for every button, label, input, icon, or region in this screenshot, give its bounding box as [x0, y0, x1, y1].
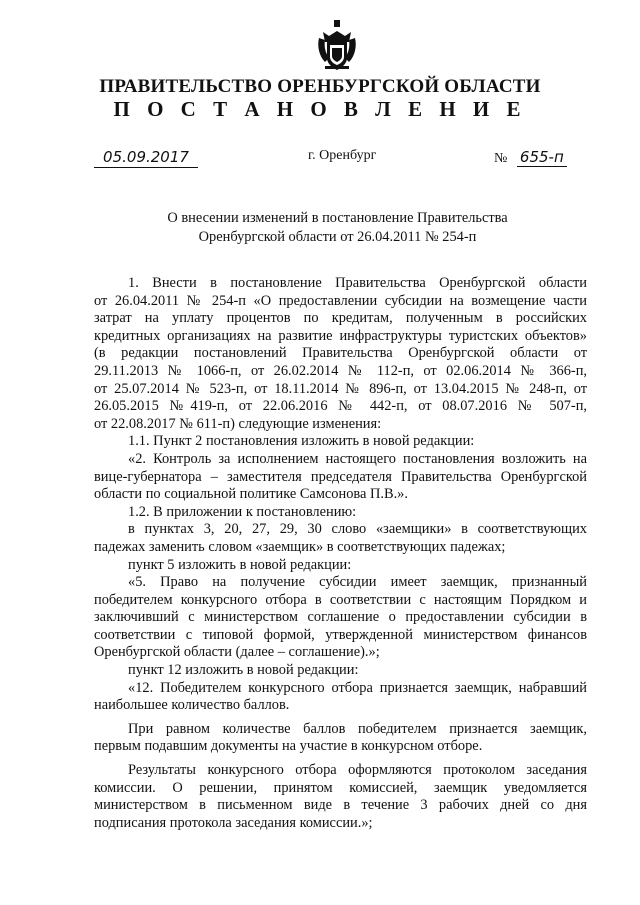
body-line: 26.05.2015 №419-п, от 22.06.2016 № 442-п, от 08.07.2016 № 507-п,: [94, 398, 587, 415]
body-line: от 22.08.2017 № 611-п) следующие изменения:: [94, 415, 382, 432]
body-line: Результаты конкурсного отбора оформляются протоколом заседания: [128, 762, 587, 779]
body-line: пункт 12 изложить в новой редакции:: [128, 662, 359, 679]
body-line: соответствии с типовой формой, утвержденной министерством финансов: [94, 626, 587, 643]
body-line: 29.11.2013 № 1066-п, от 26.02.2014 № 112-п, от 02.06.2014 № 366-п,: [94, 362, 587, 379]
body-line: пункт 5 изложить в новой редакции:: [128, 556, 352, 573]
body-line: 1.1. Пункт 2 постановления изложить в новой редакции:: [128, 433, 475, 450]
body-line: от 25.07.2014 № 523-п, от 18.11.2014 № 896-п, от 13.04.2015 № 248-п, от: [94, 380, 587, 397]
body-line: кредитных организациях на развитие инфраструктуры туристских объектов»: [94, 327, 587, 344]
body-line: от 26.04.2011 № 254-п «О предоставлении субсидии на возмещение части: [94, 292, 587, 309]
body-line: «5. Право на получение субсидии имеет заемщик, признанный: [128, 574, 587, 591]
coat-of-arms-icon: [317, 20, 357, 72]
document-type: П О С Т А Н О В Л Е Н И Е: [113, 97, 527, 121]
body-line: (в редакции постановлений Правительства Оренбургской области от: [94, 345, 587, 362]
body-line: победителем конкурсного отбора в соответствии с настоящим Порядком и: [94, 591, 587, 608]
body-line: затрат на уплату процентов по кредитам, полученным в российских: [94, 310, 587, 327]
body-line: комиссии. О решении, принятом комиссией, заемщик уведомляется: [94, 779, 587, 796]
number-label: №: [494, 151, 508, 166]
body-line: вице-губернатора – заместителя председателя Правительства Оренбургской: [94, 468, 587, 485]
body-line: При равном количестве баллов победителем признается заемщик,: [128, 720, 587, 737]
body-line: «2. Контроль за исполнением настоящего постановления возложить на: [128, 450, 587, 467]
document-title: [0, 209, 640, 247]
body-line: первым подавшим документы на участие в конкурсном отборе.: [94, 738, 483, 755]
body-line: в пунктах 3, 20, 27, 29, 30 слово «заемщики» в соответствующих: [128, 521, 587, 538]
body-line: области по социальной политике Самсонова П.В.».: [94, 486, 408, 503]
document-date: 05.09.2017: [94, 148, 198, 168]
document-number: [494, 148, 567, 167]
body-line: Оренбургской области (далее – соглашение).»;: [94, 644, 380, 661]
body-line: министерством в письменном виде в течение 3 рабочих дней со дня: [94, 797, 587, 814]
body-line: 1.2. В приложении к постановлению:: [128, 503, 357, 520]
body-line: 1. Внести в постановление Правительства Оренбургской области: [128, 275, 587, 291]
government-name: ПРАВИТЕЛЬСТВО ОРЕНБУРГСКОЙ ОБЛАСТИ: [99, 76, 541, 97]
title-line: Оренбургской области от 26.04.2011 № 254-п: [198, 229, 477, 245]
number-value: 655-п: [517, 148, 567, 167]
body-line: подписания протокола заседания комиссии.»;: [94, 814, 373, 831]
body-line: наибольшее количество баллов.: [94, 697, 290, 714]
document-body: [94, 275, 587, 832]
document-city: г. Оренбург: [308, 148, 377, 163]
body-line: «12. Победителем конкурсного отбора признается заемщик, набравший: [128, 679, 587, 696]
body-line: падежах заменить словом «заемщик» в соответствующих падежах;: [94, 538, 506, 555]
body-line: заключивший с министерством соглашение о предоставлении субсидии в: [94, 609, 587, 626]
title-line: О внесении изменений в постановление Правительства: [167, 210, 508, 226]
